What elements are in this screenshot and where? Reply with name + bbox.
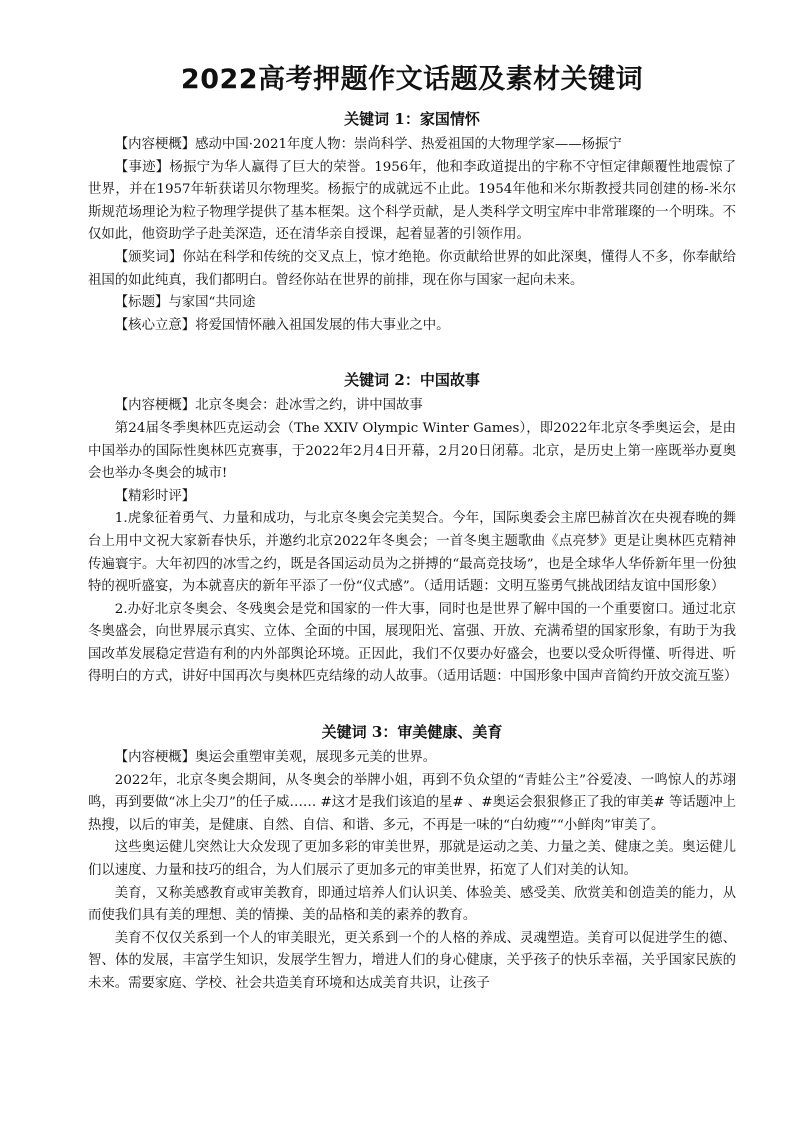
commentary-paragraph: 1.虎象征着勇气、力量和成功，与北京冬奥会完美契合。今年，国际奥委会主席巴赫首次在央视春晚的舞台上用中文祝大家新春快乐，并邀约北京2022年冬奥会；一首冬奥主题歌曲《点亮梦》更是让奥林匹克精神传遍寰宇。大年初四的冰雪之约，既是各国运动员为之拼搏的“最高竞技场”，也是全球华人华侨新年里一份独特的视听盛宴，为本就喜庆的新年平添了一份“仪式感”。（适用话题：文明互鉴勇气挑战团结友谊中国形象） [88, 511, 736, 595]
summary-paragraph: 【内容梗概】北京冬奥会：赴冰雪之约，讲中国故事 [114, 398, 423, 414]
section-family-country [88, 106, 736, 337]
document-page [88, 62, 736, 996]
section-spacer [88, 337, 736, 367]
deeds-paragraph: 【事迹】杨振宁为华人赢得了巨大的荣誉。1956年，他和李政道提出的宇称不守恒定律颠覆性地震惊了世界，并在1957年斩获诺贝尔物理奖。杨振宁的成就远不止此。1954年他和米尔斯教授共同创建的杨-米尔斯规范场理论为粒子物理学提供了基本框架。这个科学贡献，是人类科学文明宝库中非常璀璨的一个明珠。不仅如此，他资助学子赴美深造，还在清华亲自授课，起着显著的引领作用。 [88, 159, 736, 243]
summary-paragraph: 【内容梗概】感动中国·2021年度人物：崇尚科学、热爱祖国的大物理学家——杨振宁 [114, 137, 622, 152]
commentary-label: 【精彩时评】 [114, 488, 196, 504]
commentary-paragraph: 2.办好北京冬奥会、冬残奥会是党和国家的一件大事，同时也是世界了解中国的一个重要窗口。通过北京冬奥盛会，向世界展示真实、立体、全面的中国，展现阳光、富强、开放、充满希望的国家形象，有助于为我国改革发展稳定营造有利的内外部舆论环境。正因此，我们不仅要办好盛会，也要以受众听得懂、听得进、听得明白的方式，讲好中国再次与奥林匹克结缘的动人故事。（适用话题：中国形象中国声音简约开放交流互鉴） [88, 601, 738, 685]
core-idea-paragraph: 【核心立意】将爱国情怀融入祖国发展的伟大事业之中。 [114, 317, 450, 333]
body-paragraph: 美育，又称美感教育或审美教育，即通过培养人们认识美、体验美、感受美、欣赏美和创造美的能力，从而使我们具有美的理想、美的情操、美的品格和美的素养的教育。 [88, 885, 736, 924]
section-china-story [88, 367, 736, 689]
section-heading: 关键词 2：中国故事 [344, 371, 480, 390]
body-paragraph: 2022年，北京冬奥会期间，从冬奥会的举牌小姐，再到不负众望的“青蛙公主”谷爱凌、一鸣惊人的苏翊鸣，再到要做“冰上尖刀”的任子威…… #这才是我们该追的星# 、#奥运会狠狠修正了我的审美# 等话题冲上热搜，以后的审美，是健康、自然、自信、和谐、多元，不再是一味的“白幼瘦”“小鲜肉”审美了。 [88, 772, 736, 833]
body-paragraph: 这些奥运健儿突然让大众发现了更加多彩的审美世界，那就是运动之美、力量之美、健康之美。奥运健儿们以速度、力量和技巧的组合，为人们展示了更加多元的审美世界，拓宽了人们对美的认知。 [88, 840, 736, 879]
award-speech-paragraph: 【颁奖词】你站在科学和传统的交叉点上，惊才绝艳。你贡献给世界的如此深奥，懂得人不多，你奉献给祖国的如此纯真，我们都明白。曾经你站在世界的前排，现在你与国家一起向未来。 [88, 249, 736, 288]
summary-paragraph: 【内容梗概】奥运会重塑审美观，展现多元美的世界。 [114, 750, 437, 766]
title-paragraph: 【标题】与家国“共同途 [114, 295, 256, 311]
section-heading: 关键词 3：审美健康、美育 [321, 723, 503, 742]
section-heading: 关键词 1：家国情怀 [344, 110, 480, 128]
document-title: 2022高考押题作文话题及素材关键词 [180, 64, 644, 95]
body-paragraph: 第24届冬季奥林匹克运动会（The XXIV Olympic Winter Games），即2022年北京冬季奥运会，是由中国举办的国际性奥林匹克赛事，于2022年2月4日开幕，2月20日闭幕。北京，是历史上第一座既举办夏奥会也举办冬奥会的城市! [88, 420, 736, 482]
section-spacer [88, 689, 736, 719]
section-aesthetics [88, 719, 736, 996]
body-paragraph: 美育不仅仅关系到一个人的审美眼光，更关系到一个的人格的养成、灵魂塑造。美育可以促进学生的德、智、体的发展，丰富学生知识，发展学生智力，增进人们的身心健康，关乎孩子的快乐幸福，关乎国家民族的未来。需要家庭、学校、社会共造美育环境和达成美育共识，让孩子 [88, 930, 736, 991]
